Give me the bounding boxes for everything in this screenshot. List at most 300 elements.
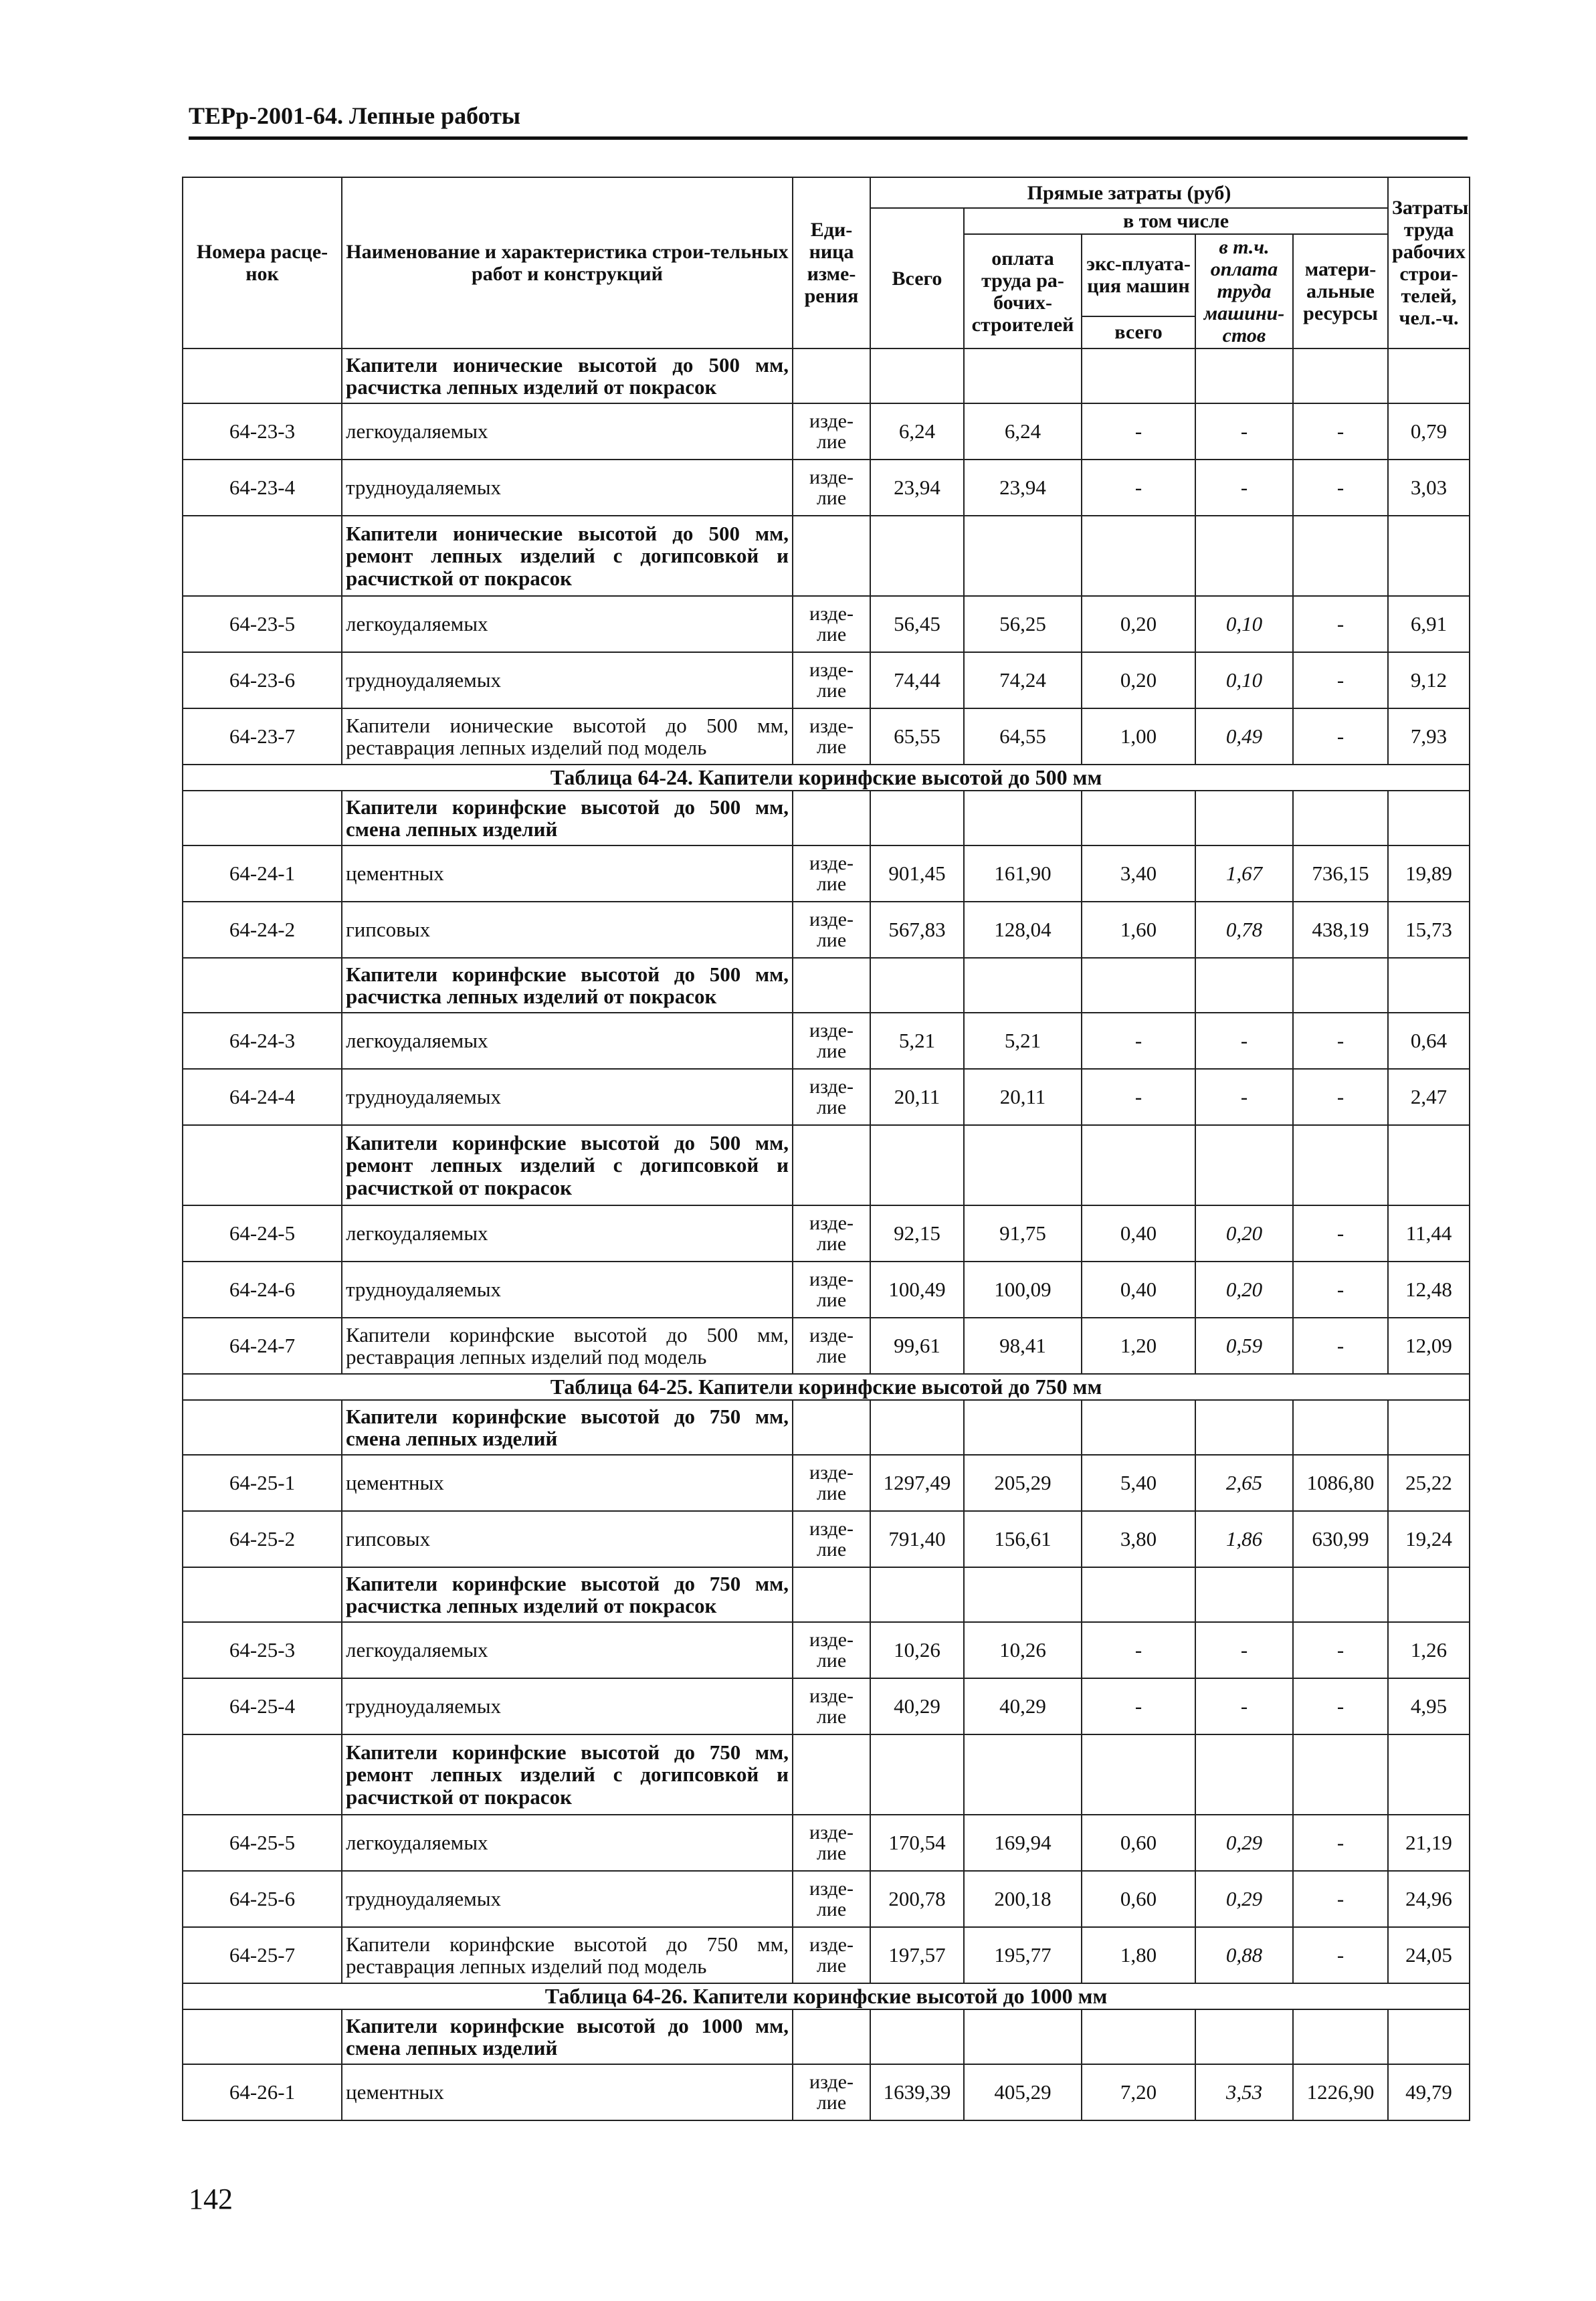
unit-of-measure: изде-лие <box>793 1622 870 1678</box>
col-header-codes: Номера расце-нок <box>183 177 342 348</box>
work-name: трудноудаляемых <box>342 1069 793 1125</box>
machinist-wage: - <box>1195 1069 1293 1125</box>
worker-wage: 169,94 <box>964 1815 1082 1871</box>
worker-wage: 161,90 <box>964 845 1082 902</box>
empty-cell <box>183 791 342 845</box>
table-row <box>183 1262 1470 1318</box>
rate-code: 64-25-5 <box>183 1815 342 1871</box>
empty-cell <box>1082 516 1195 596</box>
col-header-machine: экс-плуата-ция машин <box>1082 234 1195 316</box>
work-name: Капители коринфские высотой до 750 мм, реставрация лепных изделий под модель <box>342 1927 793 1983</box>
empty-cell <box>793 516 870 596</box>
col-header-materials: матери-альные ресурсы <box>1293 234 1388 348</box>
total-cost: 901,45 <box>870 845 964 902</box>
labor-cost: 9,12 <box>1388 652 1470 708</box>
empty-cell <box>793 958 870 1013</box>
work-name: гипсовых <box>342 902 793 958</box>
rate-code: 64-23-4 <box>183 460 342 516</box>
col-header-machine-wage: в т.ч. оплата труда машини-стов <box>1195 234 1293 348</box>
materials-cost: 736,15 <box>1293 845 1388 902</box>
empty-cell <box>1388 516 1470 596</box>
empty-cell <box>870 348 964 403</box>
group-title: Капители коринфские высотой до 750 мм, смена лепных изделий <box>342 1400 793 1455</box>
table-row <box>183 652 1470 708</box>
empty-cell <box>793 1567 870 1622</box>
empty-cell <box>1195 2009 1293 2064</box>
machinist-wage: 0,29 <box>1195 1871 1293 1927</box>
unit-of-measure: изде-лие <box>793 1511 870 1567</box>
materials-cost: - <box>1293 1318 1388 1374</box>
empty-cell <box>1195 1567 1293 1622</box>
col-header-machine-total: всего <box>1082 316 1195 348</box>
machine-operation: 3,40 <box>1082 845 1195 902</box>
materials-cost: - <box>1293 403 1388 460</box>
col-header-name: Наименование и характеристика строи-тельных работ и конструкций <box>342 177 793 348</box>
worker-wage: 98,41 <box>964 1318 1082 1374</box>
labor-cost: 25,22 <box>1388 1455 1470 1511</box>
group-title: Капители коринфские высотой до 500 мм, ремонт лепных изделий с догипсовкой и расчисткой от покрасок <box>342 1125 793 1205</box>
labor-cost: 21,19 <box>1388 1815 1470 1871</box>
table-row <box>183 460 1470 516</box>
machine-operation: 1,00 <box>1082 708 1195 765</box>
table-row <box>183 1511 1470 1567</box>
empty-cell <box>1195 516 1293 596</box>
table-row <box>183 1927 1470 1983</box>
work-name: трудноудаляемых <box>342 1262 793 1318</box>
work-name: легкоудаляемых <box>342 1013 793 1069</box>
worker-wage: 23,94 <box>964 460 1082 516</box>
empty-cell <box>1293 1125 1388 1205</box>
labor-cost: 11,44 <box>1388 1205 1470 1262</box>
table-row <box>183 1455 1470 1511</box>
materials-cost: - <box>1293 1069 1388 1125</box>
empty-cell <box>1082 1125 1195 1205</box>
worker-wage: 56,25 <box>964 596 1082 652</box>
empty-cell <box>1195 958 1293 1013</box>
unit-of-measure: изде-лие <box>793 460 870 516</box>
page-header: ТЕРр-2001-64. Лепные работы <box>189 102 1468 140</box>
worker-wage: 10,26 <box>964 1622 1082 1678</box>
empty-cell <box>1082 1400 1195 1455</box>
machine-operation: - <box>1082 1013 1195 1069</box>
worker-wage: 74,24 <box>964 652 1082 708</box>
table-caption: Таблица 64-24. Капители коринфские высотой до 500 мм <box>183 765 1470 791</box>
empty-cell <box>964 1734 1082 1815</box>
machine-operation: 3,80 <box>1082 1511 1195 1567</box>
work-name: легкоудаляемых <box>342 1205 793 1262</box>
machine-operation: 0,60 <box>1082 1871 1195 1927</box>
machine-operation: - <box>1082 403 1195 460</box>
empty-cell <box>1195 348 1293 403</box>
work-name: Капители ионические высотой до 500 мм, реставрация лепных изделий под модель <box>342 708 793 765</box>
table-row <box>183 708 1470 765</box>
group-title: Капители ионические высотой до 500 мм, ремонт лепных изделий с догипсовкой и расчисткой от покрасок <box>342 516 793 596</box>
empty-cell <box>870 2009 964 2064</box>
empty-cell <box>793 2009 870 2064</box>
total-cost: 567,83 <box>870 902 964 958</box>
empty-cell <box>870 1567 964 1622</box>
machinist-wage: - <box>1195 460 1293 516</box>
machine-operation: - <box>1082 1069 1195 1125</box>
machinist-wage: 0,29 <box>1195 1815 1293 1871</box>
rate-code: 64-24-7 <box>183 1318 342 1374</box>
labor-cost: 6,91 <box>1388 596 1470 652</box>
table-row <box>183 1871 1470 1927</box>
total-cost: 1297,49 <box>870 1455 964 1511</box>
empty-cell <box>1195 791 1293 845</box>
group-heading-row <box>183 348 1470 403</box>
table-caption: Таблица 64-26. Капители коринфские высотой до 1000 мм <box>183 1983 1470 2009</box>
empty-cell <box>183 516 342 596</box>
total-cost: 23,94 <box>870 460 964 516</box>
unit-of-measure: изде-лие <box>793 902 870 958</box>
worker-wage: 200,18 <box>964 1871 1082 1927</box>
rate-code: 64-24-5 <box>183 1205 342 1262</box>
empty-cell <box>1293 348 1388 403</box>
empty-cell <box>870 958 964 1013</box>
total-cost: 6,24 <box>870 403 964 460</box>
labor-cost: 3,03 <box>1388 460 1470 516</box>
group-title: Капители ионические высотой до 500 мм, расчистка лепных изделий от покрасок <box>342 348 793 403</box>
total-cost: 100,49 <box>870 1262 964 1318</box>
table-row <box>183 596 1470 652</box>
col-header-including: в том числе <box>964 208 1388 234</box>
materials-cost: - <box>1293 1205 1388 1262</box>
labor-cost: 49,79 <box>1388 2064 1470 2120</box>
empty-cell <box>1082 2009 1195 2064</box>
labor-cost: 19,24 <box>1388 1511 1470 1567</box>
unit-of-measure: изде-лие <box>793 1815 870 1871</box>
empty-cell <box>793 1400 870 1455</box>
rate-code: 64-25-1 <box>183 1455 342 1511</box>
worker-wage: 405,29 <box>964 2064 1082 2120</box>
empty-cell <box>1195 1125 1293 1205</box>
machine-operation: - <box>1082 1622 1195 1678</box>
machinist-wage: 3,53 <box>1195 2064 1293 2120</box>
empty-cell <box>1388 958 1470 1013</box>
empty-cell <box>1082 791 1195 845</box>
rate-code: 64-24-6 <box>183 1262 342 1318</box>
labor-cost: 4,95 <box>1388 1678 1470 1734</box>
machine-operation: - <box>1082 460 1195 516</box>
total-cost: 200,78 <box>870 1871 964 1927</box>
group-heading-row <box>183 1125 1470 1205</box>
empty-cell <box>183 1734 342 1815</box>
rate-code: 64-23-7 <box>183 708 342 765</box>
labor-cost: 0,64 <box>1388 1013 1470 1069</box>
empty-cell <box>1293 516 1388 596</box>
machine-operation: 0,60 <box>1082 1815 1195 1871</box>
machine-operation: 1,20 <box>1082 1318 1195 1374</box>
total-cost: 1639,39 <box>870 2064 964 2120</box>
empty-cell <box>1388 1400 1470 1455</box>
materials-cost: - <box>1293 460 1388 516</box>
work-name: Капители коринфские высотой до 500 мм, реставрация лепных изделий под модель <box>342 1318 793 1374</box>
worker-wage: 64,55 <box>964 708 1082 765</box>
machine-operation: 1,80 <box>1082 1927 1195 1983</box>
empty-cell <box>870 791 964 845</box>
table-caption-row <box>183 765 1470 791</box>
worker-wage: 5,21 <box>964 1013 1082 1069</box>
empty-cell <box>1388 1567 1470 1622</box>
rate-code: 64-23-3 <box>183 403 342 460</box>
col-header-labor: Затраты труда рабочих строи-телей, чел.-ч. <box>1388 177 1470 348</box>
machine-operation: 7,20 <box>1082 2064 1195 2120</box>
materials-cost: - <box>1293 596 1388 652</box>
rate-code: 64-25-6 <box>183 1871 342 1927</box>
machinist-wage: 2,65 <box>1195 1455 1293 1511</box>
empty-cell <box>964 516 1082 596</box>
table-caption-row <box>183 1983 1470 2009</box>
materials-cost: - <box>1293 1927 1388 1983</box>
machinist-wage: - <box>1195 1678 1293 1734</box>
group-title: Капители коринфские высотой до 1000 мм, смена лепных изделий <box>342 2009 793 2064</box>
empty-cell <box>793 1734 870 1815</box>
labor-cost: 12,48 <box>1388 1262 1470 1318</box>
unit-of-measure: изде-лие <box>793 1205 870 1262</box>
labor-cost: 0,79 <box>1388 403 1470 460</box>
table-row <box>183 403 1470 460</box>
unit-of-measure: изде-лие <box>793 1678 870 1734</box>
work-name: цементных <box>342 2064 793 2120</box>
work-name: трудноудаляемых <box>342 1678 793 1734</box>
table-row <box>183 1013 1470 1069</box>
rate-code: 64-23-5 <box>183 596 342 652</box>
group-title: Капители коринфские высотой до 750 мм, расчистка лепных изделий от покрасок <box>342 1567 793 1622</box>
materials-cost: 1086,80 <box>1293 1455 1388 1511</box>
work-name: легкоудаляемых <box>342 403 793 460</box>
work-name: трудноудаляемых <box>342 1871 793 1927</box>
table-caption: Таблица 64-25. Капители коринфские высотой до 750 мм <box>183 1374 1470 1400</box>
group-title: Капители коринфские высотой до 500 мм, расчистка лепных изделий от покрасок <box>342 958 793 1013</box>
rate-code: 64-25-7 <box>183 1927 342 1983</box>
labor-cost: 24,05 <box>1388 1927 1470 1983</box>
worker-wage: 40,29 <box>964 1678 1082 1734</box>
work-name: цементных <box>342 845 793 902</box>
labor-cost: 24,96 <box>1388 1871 1470 1927</box>
total-cost: 40,29 <box>870 1678 964 1734</box>
empty-cell <box>1293 1734 1388 1815</box>
group-heading-row <box>183 2009 1470 2064</box>
materials-cost: - <box>1293 652 1388 708</box>
empty-cell <box>793 1125 870 1205</box>
unit-of-measure: изде-лие <box>793 1069 870 1125</box>
empty-cell <box>1293 958 1388 1013</box>
total-cost: 65,55 <box>870 708 964 765</box>
machinist-wage: 0,20 <box>1195 1205 1293 1262</box>
materials-cost: - <box>1293 1678 1388 1734</box>
materials-cost: - <box>1293 1871 1388 1927</box>
empty-cell <box>1195 1734 1293 1815</box>
empty-cell <box>1388 791 1470 845</box>
machinist-wage: 0,88 <box>1195 1927 1293 1983</box>
rate-code: 64-25-4 <box>183 1678 342 1734</box>
group-title: Капители коринфские высотой до 500 мм, смена лепных изделий <box>342 791 793 845</box>
labor-cost: 2,47 <box>1388 1069 1470 1125</box>
machinist-wage: 0,59 <box>1195 1318 1293 1374</box>
total-cost: 56,45 <box>870 596 964 652</box>
work-name: цементных <box>342 1455 793 1511</box>
empty-cell <box>183 1567 342 1622</box>
total-cost: 92,15 <box>870 1205 964 1262</box>
price-table <box>182 177 1470 2121</box>
group-heading-row <box>183 958 1470 1013</box>
table-row <box>183 1205 1470 1262</box>
total-cost: 74,44 <box>870 652 964 708</box>
empty-cell <box>183 958 342 1013</box>
empty-cell <box>1082 1567 1195 1622</box>
work-name: легкоудаляемых <box>342 1622 793 1678</box>
empty-cell <box>1293 2009 1388 2064</box>
rate-code: 64-26-1 <box>183 2064 342 2120</box>
empty-cell <box>1082 1734 1195 1815</box>
group-heading-row <box>183 1734 1470 1815</box>
materials-cost: 1226,90 <box>1293 2064 1388 2120</box>
total-cost: 20,11 <box>870 1069 964 1125</box>
table-row <box>183 1678 1470 1734</box>
unit-of-measure: изде-лие <box>793 1927 870 1983</box>
unit-of-measure: изде-лие <box>793 1455 870 1511</box>
work-name: легкоудаляемых <box>342 1815 793 1871</box>
empty-cell <box>1293 1567 1388 1622</box>
empty-cell <box>183 348 342 403</box>
materials-cost: - <box>1293 1013 1388 1069</box>
col-header-total: Всего <box>870 208 964 348</box>
unit-of-measure: изде-лие <box>793 596 870 652</box>
col-header-direct-costs: Прямые затраты (руб) <box>870 177 1388 208</box>
total-cost: 791,40 <box>870 1511 964 1567</box>
labor-cost: 19,89 <box>1388 845 1470 902</box>
worker-wage: 20,11 <box>964 1069 1082 1125</box>
machinist-wage: 0,20 <box>1195 1262 1293 1318</box>
worker-wage: 91,75 <box>964 1205 1082 1262</box>
empty-cell <box>1388 348 1470 403</box>
unit-of-measure: изде-лие <box>793 1013 870 1069</box>
group-title: Капители коринфские высотой до 750 мм, ремонт лепных изделий с догипсовкой и расчисткой от покрасок <box>342 1734 793 1815</box>
table-caption-row <box>183 1374 1470 1400</box>
materials-cost: - <box>1293 1815 1388 1871</box>
machinist-wage: 1,86 <box>1195 1511 1293 1567</box>
materials-cost: 630,99 <box>1293 1511 1388 1567</box>
empty-cell <box>870 1734 964 1815</box>
empty-cell <box>1388 2009 1470 2064</box>
labor-cost: 7,93 <box>1388 708 1470 765</box>
rate-code: 64-23-6 <box>183 652 342 708</box>
empty-cell <box>183 2009 342 2064</box>
work-name: трудноудаляемых <box>342 460 793 516</box>
worker-wage: 6,24 <box>964 403 1082 460</box>
group-heading-row <box>183 791 1470 845</box>
rate-code: 64-24-2 <box>183 902 342 958</box>
rate-code: 64-25-2 <box>183 1511 342 1567</box>
worker-wage: 100,09 <box>964 1262 1082 1318</box>
unit-of-measure: изде-лие <box>793 652 870 708</box>
table-row <box>183 1069 1470 1125</box>
machinist-wage: 0,49 <box>1195 708 1293 765</box>
empty-cell <box>183 1400 342 1455</box>
table-row <box>183 1318 1470 1374</box>
machine-operation: 5,40 <box>1082 1455 1195 1511</box>
machine-operation: - <box>1082 1678 1195 1734</box>
empty-cell <box>1195 1400 1293 1455</box>
rate-code: 64-24-4 <box>183 1069 342 1125</box>
machine-operation: 0,40 <box>1082 1205 1195 1262</box>
unit-of-measure: изде-лие <box>793 708 870 765</box>
empty-cell <box>964 1400 1082 1455</box>
worker-wage: 195,77 <box>964 1927 1082 1983</box>
total-cost: 99,61 <box>870 1318 964 1374</box>
empty-cell <box>793 348 870 403</box>
machinist-wage: 0,10 <box>1195 596 1293 652</box>
empty-cell <box>964 958 1082 1013</box>
machine-operation: 0,40 <box>1082 1262 1195 1318</box>
empty-cell <box>870 1400 964 1455</box>
table-row <box>183 902 1470 958</box>
group-heading-row <box>183 1567 1470 1622</box>
worker-wage: 205,29 <box>964 1455 1082 1511</box>
total-cost: 5,21 <box>870 1013 964 1069</box>
machine-operation: 0,20 <box>1082 652 1195 708</box>
unit-of-measure: изде-лие <box>793 403 870 460</box>
unit-of-measure: изде-лие <box>793 2064 870 2120</box>
machinist-wage: - <box>1195 1013 1293 1069</box>
empty-cell <box>1082 348 1195 403</box>
empty-cell <box>1293 791 1388 845</box>
machinist-wage: - <box>1195 1622 1293 1678</box>
empty-cell <box>1388 1734 1470 1815</box>
machinist-wage: - <box>1195 403 1293 460</box>
labor-cost: 12,09 <box>1388 1318 1470 1374</box>
col-header-unit: Еди-ница изме-рения <box>793 177 870 348</box>
page-number: 142 <box>189 2183 233 2215</box>
materials-cost: - <box>1293 708 1388 765</box>
empty-cell <box>183 1125 342 1205</box>
empty-cell <box>870 1125 964 1205</box>
machine-operation: 1,60 <box>1082 902 1195 958</box>
rate-code: 64-25-3 <box>183 1622 342 1678</box>
unit-of-measure: изде-лие <box>793 1871 870 1927</box>
machine-operation: 0,20 <box>1082 596 1195 652</box>
table-row <box>183 2064 1470 2120</box>
table-row <box>183 845 1470 902</box>
empty-cell <box>1293 1400 1388 1455</box>
empty-cell <box>964 2009 1082 2064</box>
unit-of-measure: изде-лие <box>793 1262 870 1318</box>
empty-cell <box>1388 1125 1470 1205</box>
total-cost: 170,54 <box>870 1815 964 1871</box>
total-cost: 197,57 <box>870 1927 964 1983</box>
empty-cell <box>964 791 1082 845</box>
table-row <box>183 1622 1470 1678</box>
empty-cell <box>964 348 1082 403</box>
materials-cost: - <box>1293 1262 1388 1318</box>
machinist-wage: 1,67 <box>1195 845 1293 902</box>
work-name: гипсовых <box>342 1511 793 1567</box>
unit-of-measure: изде-лие <box>793 845 870 902</box>
rate-code: 64-24-1 <box>183 845 342 902</box>
empty-cell <box>870 516 964 596</box>
unit-of-measure: изде-лие <box>793 1318 870 1374</box>
empty-cell <box>793 791 870 845</box>
materials-cost: 438,19 <box>1293 902 1388 958</box>
empty-cell <box>964 1125 1082 1205</box>
worker-wage: 156,61 <box>964 1511 1082 1567</box>
machinist-wage: 0,10 <box>1195 652 1293 708</box>
work-name: трудноудаляемых <box>342 652 793 708</box>
machinist-wage: 0,78 <box>1195 902 1293 958</box>
table-row <box>183 1815 1470 1871</box>
total-cost: 10,26 <box>870 1622 964 1678</box>
